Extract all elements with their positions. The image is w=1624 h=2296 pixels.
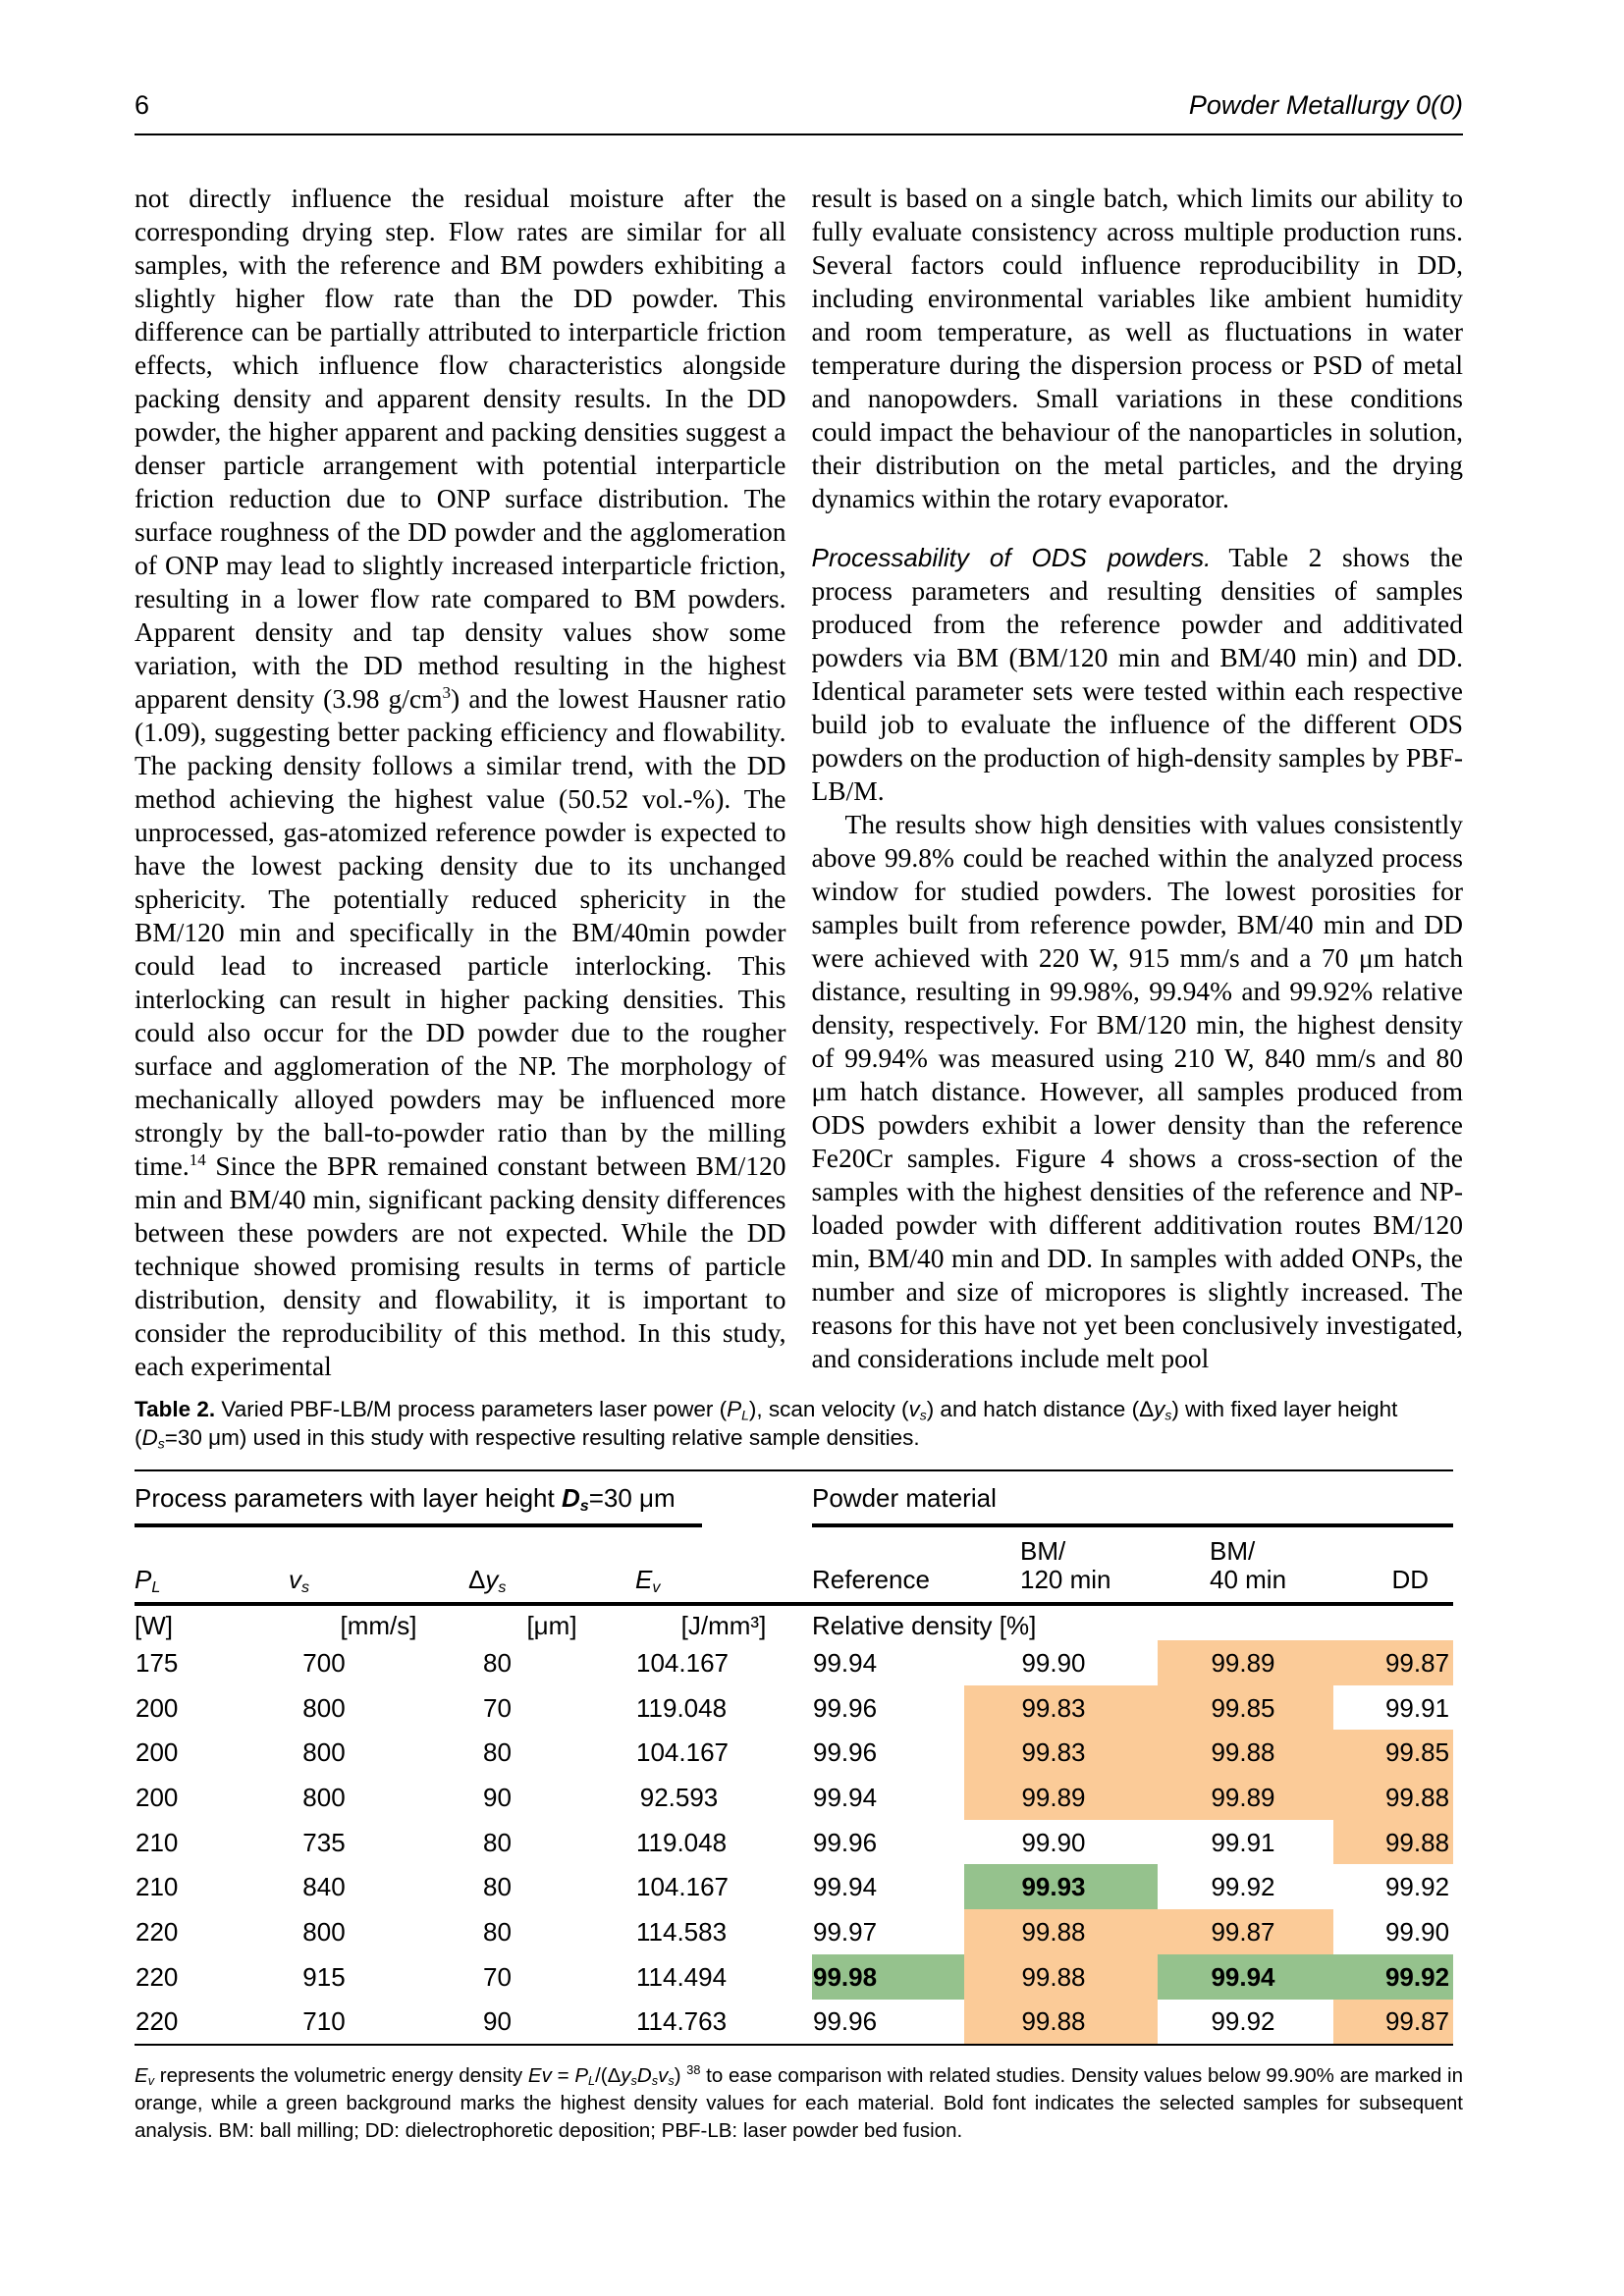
cell-bm120: 99.89 [964,1775,1158,1820]
table-row [135,1640,1453,1685]
cell-dys: 70 [483,1692,512,1723]
unit-scan-velocity: [mm/s] [340,1611,417,1640]
cell-dd: 99.88 [1333,1820,1453,1865]
cell-dd: 99.88 [1333,1775,1453,1820]
col-header-laser-power: PL [135,1527,289,1604]
table-row [135,1685,1453,1731]
cell-bm120: 99.90 [1021,1827,1086,1857]
cell-ev: 114.583 [636,1916,728,1947]
table-row [135,1775,1453,1820]
right-paragraph-2-text: Table 2 shows the process parameters and resulting densities of samples produced from the reference powder and additivated powders via BM (BM/120 min and BM/40 min) and DD. Identical parameter sets were tested within each respective build job to evaluate the influence of the different ODS powders on the production of high-density samples by PBF-LB/M. [811,542,1464,806]
cell-dd: 99.87 [1333,1640,1453,1685]
unit-energy-density: [J/mm³] [680,1611,767,1640]
cell-vs: 800 [302,1782,346,1812]
cell-ref: 99.94 [813,1647,878,1678]
cell-dys: 80 [483,1916,512,1947]
cell-dys: 90 [483,2006,512,2037]
cell-ref: 99.96 [813,2006,878,2037]
right-paragraph-1: result is based on a single batch, which limits our ability to fully evaluate consistency across multiple production runs. Several factors could influence reproducibility in DD, including environmental variables like ambient humidity and room temperature, as well as fluctuations in water temperature during the dispersion process or PSD of metal and nanopowders. Small variations in these conditions could impact the behaviour of the nanoparticles in solution, their distribution on the metal particles, and the drying dynamics within the rotary evaporator. [811,183,1463,513]
cell-bm40: 99.89 [1158,1775,1333,1820]
group-header-row [135,1470,1453,1527]
cell-dd: 99.92 [1333,1954,1453,2000]
cell-ev: 119.048 [636,1827,728,1857]
page-number: 6 [135,90,150,120]
cell-ev: 104.167 [636,1647,729,1678]
unit-hatch-distance: [μm] [526,1611,577,1640]
col-header-dd: DD [1333,1527,1453,1604]
col-header-bm120: BM/ 120 min [964,1527,1158,1604]
cell-bm40: 99.92 [1211,2006,1275,2037]
cell-bm40: 99.87 [1158,1909,1333,1954]
cell-ev: 114.763 [636,2006,728,2037]
cell-pl: 200 [135,1782,179,1812]
journal-title: Powder Metallurgy 0(0) [1188,90,1463,120]
cell-bm40: 99.88 [1158,1730,1333,1775]
table [135,1469,1453,2046]
table-caption: Table 2. Varied PBF-LB/M process parameters laser power (PL), scan velocity (vs) and hatch distance (Δys) with fixed layer height (Ds=30 μm) used in this study with respective resulting relative sample densities. [135,1397,1398,1452]
cell-dys: 80 [483,1827,512,1857]
column-header-row [135,1527,1453,1604]
cell-ref: 99.96 [813,1737,878,1768]
cell-bm120: 99.88 [964,1909,1158,1954]
col-header-scan-velocity: vs [289,1527,468,1604]
right-paragraph-2 [812,541,1464,808]
cell-bm40: 99.85 [1158,1685,1333,1731]
table-row [135,1730,1453,1775]
unit-laser-power: [W] [135,1611,173,1640]
cell-dys: 80 [483,1737,512,1768]
right-column [812,182,1464,1383]
cell-pl: 210 [135,1872,179,1902]
cell-dd: 99.90 [1384,1916,1450,1947]
cell-ref: 99.96 [813,1827,878,1857]
cell-dys: 80 [483,1647,512,1678]
cell-bm40: 99.94 [1158,1954,1333,2000]
cell-ref: 99.96 [813,1692,878,1723]
cell-dys: 80 [483,1872,512,1902]
cell-ref: 99.98 [812,1954,964,2000]
cell-bm40: 99.91 [1211,1827,1275,1857]
section-heading: Processability of ODS powders. [811,543,1212,572]
cell-pl: 200 [135,1737,179,1768]
cell-bm40: 99.92 [1211,1872,1275,1902]
running-head [135,90,1463,135]
cell-dd: 99.87 [1333,2000,1453,2046]
cell-pl: 200 [135,1692,179,1723]
cell-bm120: 99.83 [964,1685,1158,1731]
table-row [135,1954,1453,2000]
col-header-reference: Reference [812,1527,964,1604]
cell-bm120: 99.90 [1021,1647,1086,1678]
table-body [135,1640,1453,2045]
cell-vs: 840 [302,1872,346,1902]
cell-ev: 104.167 [636,1872,729,1902]
table-row [135,2000,1453,2046]
col-header-bm40: BM/ 40 min [1158,1527,1333,1604]
cell-ev: 114.494 [636,1961,728,1992]
left-column [135,182,786,1383]
cell-vs: 800 [302,1737,346,1768]
cell-vs: 735 [302,1827,346,1857]
cell-vs: 800 [302,1916,346,1947]
left-paragraph: not directly influence the residual moisture after the corresponding drying step. Flow rates are similar for all samples, with the reference and BM powders exhibiting a slightly higher flow rate than the DD powder. This difference can be partially attributed to interparticle friction effects, which influence flow characteristics alongside packing density and apparent density results. In the DD powder, the higher apparent and packing densities suggest a denser particle arrangement with potential interparticle friction reduction due to ONP surface distribution. The surface roughness of the DD powder and the agglomeration of ONP may lead to slightly increased interparticle friction, resulting in a lower flow rate compared to BM powders. Apparent density and tap density values show some variation, with the DD method resulting in the highest apparent density (3.98 $g/cm^3$) and the lowest Hausner ratio (1.09), suggesting better packing efficiency and flowability. The packing density follows a similar trend, with the DD method achieving the highest value (50.52 vol.-%). The unprocessed, gas-atomized reference powder is expected to have the lowest packing density due to its unchanged sphericity. The potentially reduced sphericity in the BM/120 min and specifically in the BM/40min powder could lead to increased particle interlocking. This interlocking can result in higher packing densities. This could also occur for the DD powder due to the rougher surface and agglomeration of the NP. The morphology of mechanically alloyed powders may be influenced more strongly by the ball-to-powder ratio than by the milling time.$^{14}$ Since the BPR remained constant between BM/120 min and BM/40 min, significant packing density differences between these powders are not expected. While the DD technique showed promising results in terms of particle distribution, density and flowability, it is important to consider the reproducibility of this method. In this study, each experimental [135,183,786,1381]
table-section [135,1395,1463,2145]
cell-ev: 119.048 [636,1692,728,1723]
body-columns [135,182,1463,1383]
cell-dd: 99.91 [1384,1692,1450,1723]
cell-ref: 99.97 [813,1916,878,1947]
cell-vs: 700 [302,1647,346,1678]
cell-bm40: 99.89 [1158,1640,1333,1685]
cell-pl: 220 [135,1961,179,1992]
cell-bm120: 99.88 [964,1954,1158,2000]
cell-pl: 220 [135,1916,179,1947]
table-row [135,1909,1453,1954]
cell-dys: 70 [483,1961,512,1992]
cell-dd: 99.92 [1384,1872,1450,1902]
col-header-energy-density: Ev [635,1527,812,1604]
col-header-hatch-distance: Δys [468,1527,635,1604]
right-paragraph-3: The results show high densities with values consistently above 99.8% could be reached within the analyzed process window for studied powders. The lowest porosities for samples built from reference powder, BM/40 min and DD were achieved with 220 W, 915 mm/s and a 70 μm hatch distance, resulting in 99.98%, 99.94% and 99.92% relative density, respectively. For BM/120 min, the highest density of 99.94% was measured using 210 W, 840 mm/s and 80 μm hatch distance. However, all samples produced from ODS powders exhibit a lower density than the reference Fe20Cr samples. Figure 4 shows a cross-section of the samples with the highest densities of the reference and NP-loaded powder with different additivation routes BM/120 min, BM/40 min and DD. In samples with added ONPs, the number and size of micropores is slightly increased. The reasons for this have not yet been conclusively investigated, and considerations include melt pool [811,809,1463,1373]
cell-ref: 99.94 [813,1782,878,1812]
cell-dd: 99.85 [1333,1730,1453,1775]
page-content [135,90,1463,2145]
cell-bm120: 99.83 [964,1730,1158,1775]
table-row [135,1864,1453,1909]
group-header-powder: Powder material [812,1470,1453,1527]
group-header-process: Process parameters with layer height Ds=30 μm [135,1470,812,1527]
cell-ev: 104.167 [636,1737,729,1768]
relative-density-label: Relative density [%] [812,1611,1037,1640]
table-footnote: Ev represents the volumetric energy density Ev = PL/(ΔysDsvs) $^{38}$ to ease comparison with related studies. Density values below 99.90% are marked in orange, while a green background marks the highest density values for each material. Bold font indicates the selected samples for subsequent analysis. BM: ball milling; DD: dielectrophoretic deposition; PBF-LB: laser powder bed fusion. [135,2062,1463,2143]
cell-vs: 710 [302,2006,346,2037]
cell-ref: 99.94 [813,1872,878,1902]
cell-bm120: 99.93 [964,1864,1158,1909]
cell-bm120: 99.88 [964,2000,1158,2046]
cell-vs: 800 [302,1692,346,1723]
cell-pl: 220 [135,2006,179,2037]
cell-dys: 90 [483,1782,512,1812]
cell-ev: 92.593 [639,1782,719,1812]
units-row [135,1604,1453,1640]
cell-pl: 175 [135,1647,179,1678]
cell-vs: 915 [302,1961,346,1992]
table-row [135,1820,1453,1865]
cell-pl: 210 [135,1827,179,1857]
